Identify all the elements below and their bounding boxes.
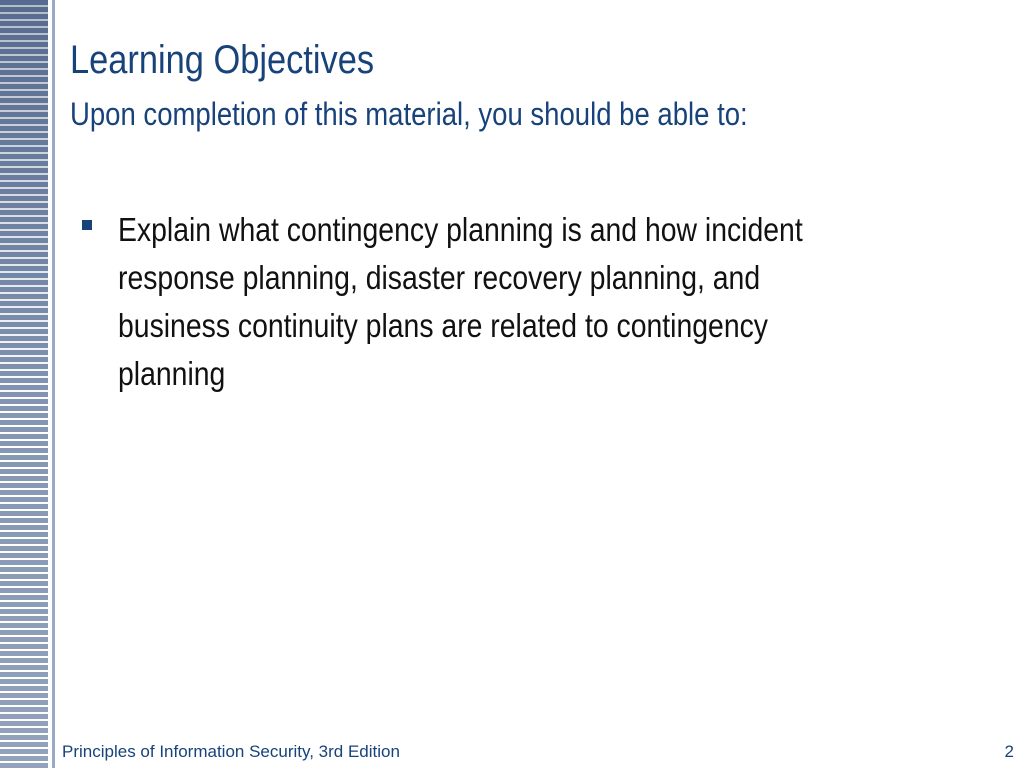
objective-text: Explain what contingency planning is and how incident response planning, disaster recovery planning, and business continuity plans are related to contingency planning [118, 211, 803, 392]
decorative-side-band [0, 0, 55, 768]
list-item [82, 206, 982, 398]
slide-subtitle: Upon completion of this material, you should be able to: [70, 96, 748, 132]
footer-text: Principles of Information Security, 3rd Edition [62, 742, 400, 761]
striped-pattern [0, 0, 48, 768]
slide-title: Learning Objectives [70, 38, 375, 82]
page-number: 2 [1004, 742, 1014, 761]
vertical-rule [52, 0, 55, 768]
objectives-list [82, 206, 982, 398]
square-bullet-icon [82, 220, 92, 230]
